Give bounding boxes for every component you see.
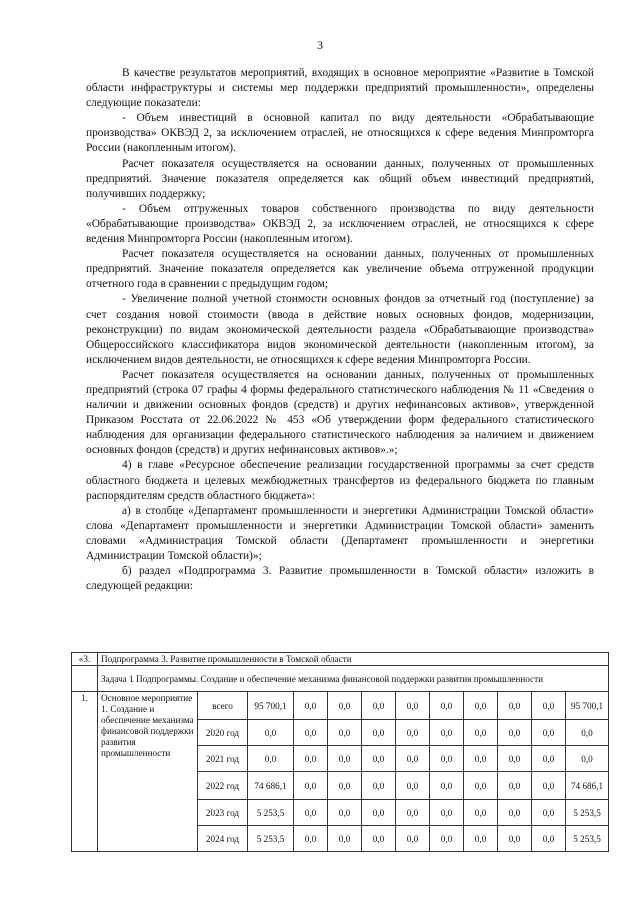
value-cell: 0,0	[396, 772, 430, 800]
value-cell: 0,0	[498, 746, 532, 772]
page-number: 3	[317, 38, 323, 52]
value-cell: 74 686,1	[248, 772, 294, 800]
value-cell: 0,0	[532, 826, 566, 852]
value-cell: 0,0	[430, 772, 464, 800]
value-cell: 0,0	[328, 826, 362, 852]
value-cell: 0,0	[532, 772, 566, 800]
value-cell: 0,0	[328, 772, 362, 800]
year-cell: 2024 год	[198, 826, 248, 852]
item-name: Основное мероприятие 1. Создание и обеспечение механизма финансовой поддержки развития промышленности	[98, 692, 198, 852]
value-cell: 0,0	[294, 826, 328, 852]
value-cell: 0,0	[328, 720, 362, 746]
table-row	[72, 692, 609, 720]
value-cell: 0,0	[532, 692, 566, 720]
year-cell: всего	[198, 692, 248, 720]
value-cell: 0,0	[430, 800, 464, 826]
item-number: 1.	[72, 692, 98, 852]
value-cell: 5 253,5	[248, 826, 294, 852]
paragraph: а) в столбце «Департамент промышленности и энергетики Администрации Томской области» слова «Департамент промышленности и энергетики Администрации Томской области» заменить словами «Администрация Томской области (Департамент промышленности и энергетики Администрации Томской области)»;	[86, 504, 594, 562]
value-cell: 0,0	[294, 720, 328, 746]
value-cell: 0,0	[430, 720, 464, 746]
value-cell: 0,0	[328, 800, 362, 826]
value-cell: 0,0	[396, 720, 430, 746]
paragraph: Расчет показателя осуществляется на основании данных, полученных от промышленных предприятий (строка 07 графы 4 формы федерального статистического наблюдения № 11 «Сведения о наличии и движении основных фондов (средств) и других нефинансовых активов», утвержденной Приказом Росстата от 22.06.2022 № 453 «Об утверждении форм федерального статистического наблюдения для организации федерального статистического наблюдения за наличием и движением основных фондов (средств) и других нефинансовых активов».»;	[86, 368, 594, 457]
year-cell: 2021 год	[198, 746, 248, 772]
value-cell: 0,0	[362, 772, 396, 800]
value-cell: 0,0	[566, 746, 609, 772]
value-cell: 0,0	[498, 720, 532, 746]
value-cell: 0,0	[362, 720, 396, 746]
value-cell: 0,0	[362, 800, 396, 826]
value-cell: 0,0	[328, 692, 362, 720]
paragraph: Расчет показателя осуществляется на основании данных, полученных от промышленных предприятий. Значение показателя определяется как увеличение объема отгруженной продукции отчетного года в сравнении с предыдущим годом;	[86, 248, 594, 291]
task-title: Задача 1 Подпрограммы. Создание и обеспечение механизма финансовой поддержки развития промышленности	[98, 666, 609, 692]
paragraph: - Объем инвестиций в основной капитал по виду деятельности «Обрабатывающие производства» ОКВЭД 2, за исключением отраслей, не относящихся к сфере ведения Минпромторга России (накопленным итогом).	[86, 112, 594, 155]
value-cell: 0,0	[464, 720, 498, 746]
subprogram-title: Подпрограмма 3. Развитие промышленности в Томской области	[98, 653, 609, 666]
value-cell: 0,0	[464, 800, 498, 826]
value-cell: 0,0	[464, 826, 498, 852]
value-cell: 74 686,1	[566, 772, 609, 800]
subprogram-header-row	[72, 653, 609, 666]
value-cell: 0,0	[498, 826, 532, 852]
value-cell: 0,0	[248, 746, 294, 772]
paragraph: - Увеличение полной учетной стоимости основных фондов за отчетный год (поступление) за счет создания новой стоимости (ввода в действие новых основных фондов, модернизации, реконструкции) по видам экономической деятельности раздела «Обрабатывающие производства» Общероссийского классификатора видов экономической деятельности (накопленным итогом), за исключением видов деятельности, не относящихся к сфере ведения Минпромторга России.	[86, 293, 594, 366]
task-row	[72, 666, 609, 692]
value-cell: 0,0	[498, 692, 532, 720]
year-cell: 2023 год	[198, 800, 248, 826]
value-cell: 0,0	[396, 692, 430, 720]
value-cell: 0,0	[294, 692, 328, 720]
value-cell: 0,0	[294, 800, 328, 826]
value-cell: 5 253,5	[566, 800, 609, 826]
value-cell: 0,0	[430, 746, 464, 772]
value-cell: 0,0	[464, 746, 498, 772]
value-cell: 0,0	[362, 826, 396, 852]
value-cell: 0,0	[396, 746, 430, 772]
paragraph: - Объем отгруженных товаров собственного производства по виду деятельности «Обрабатывающие производства» ОКВЭД 2, за исключением отраслей, не относящихся к сфере ведения Минпромторга России (накопленным итогом).	[86, 202, 594, 246]
value-cell: 5 253,5	[248, 800, 294, 826]
value-cell: 0,0	[532, 746, 566, 772]
paragraph: В качестве результатов мероприятий, входящих в основное мероприятие «Развитие в Томской области инфраструктуры и системы мер поддержки предприятий промышленности», определены следующие показатели:	[86, 67, 594, 110]
value-cell: 0,0	[328, 746, 362, 772]
value-cell: 0,0	[294, 746, 328, 772]
value-cell: 0,0	[362, 692, 396, 720]
row-marker: «3.	[72, 653, 98, 666]
value-cell: 0,0	[396, 800, 430, 826]
value-cell: 95 700,1	[566, 692, 609, 720]
value-cell: 0,0	[532, 720, 566, 746]
empty-cell	[72, 666, 98, 692]
paragraph: Расчет показателя осуществляется на основании данных, полученных от промышленных предприятий. Значение показателя определяется как общий объем инвестиций предприятий, получивших поддержку;	[86, 157, 594, 200]
subprogram-table	[71, 652, 609, 852]
value-cell: 0,0	[430, 692, 464, 720]
year-cell: 2022 год	[198, 772, 248, 800]
value-cell: 0,0	[430, 826, 464, 852]
year-cell: 2020 год	[198, 720, 248, 746]
value-cell: 0,0	[498, 800, 532, 826]
value-cell: 0,0	[566, 720, 609, 746]
paragraph: б) раздел «Подпрограмма 3. Развитие промышленности в Томской области» изложить в следующей редакции:	[86, 565, 594, 593]
value-cell: 95 700,1	[248, 692, 294, 720]
value-cell: 0,0	[248, 720, 294, 746]
value-cell: 0,0	[362, 746, 396, 772]
value-cell: 0,0	[464, 772, 498, 800]
value-cell: 0,0	[294, 772, 328, 800]
subprogram-table-wrapper	[71, 652, 608, 852]
value-cell: 0,0	[464, 692, 498, 720]
value-cell: 0,0	[498, 772, 532, 800]
value-cell: 0,0	[396, 826, 430, 852]
value-cell: 0,0	[532, 800, 566, 826]
document-body	[86, 66, 594, 594]
paragraph: 4) в главе «Ресурсное обеспечение реализации государственной программы за счет средств областного бюджета и целевых межбюджетных трансфертов из федерального бюджета по главным распорядителям средств областного бюджета»:	[86, 459, 594, 502]
value-cell: 5 253,5	[566, 826, 609, 852]
